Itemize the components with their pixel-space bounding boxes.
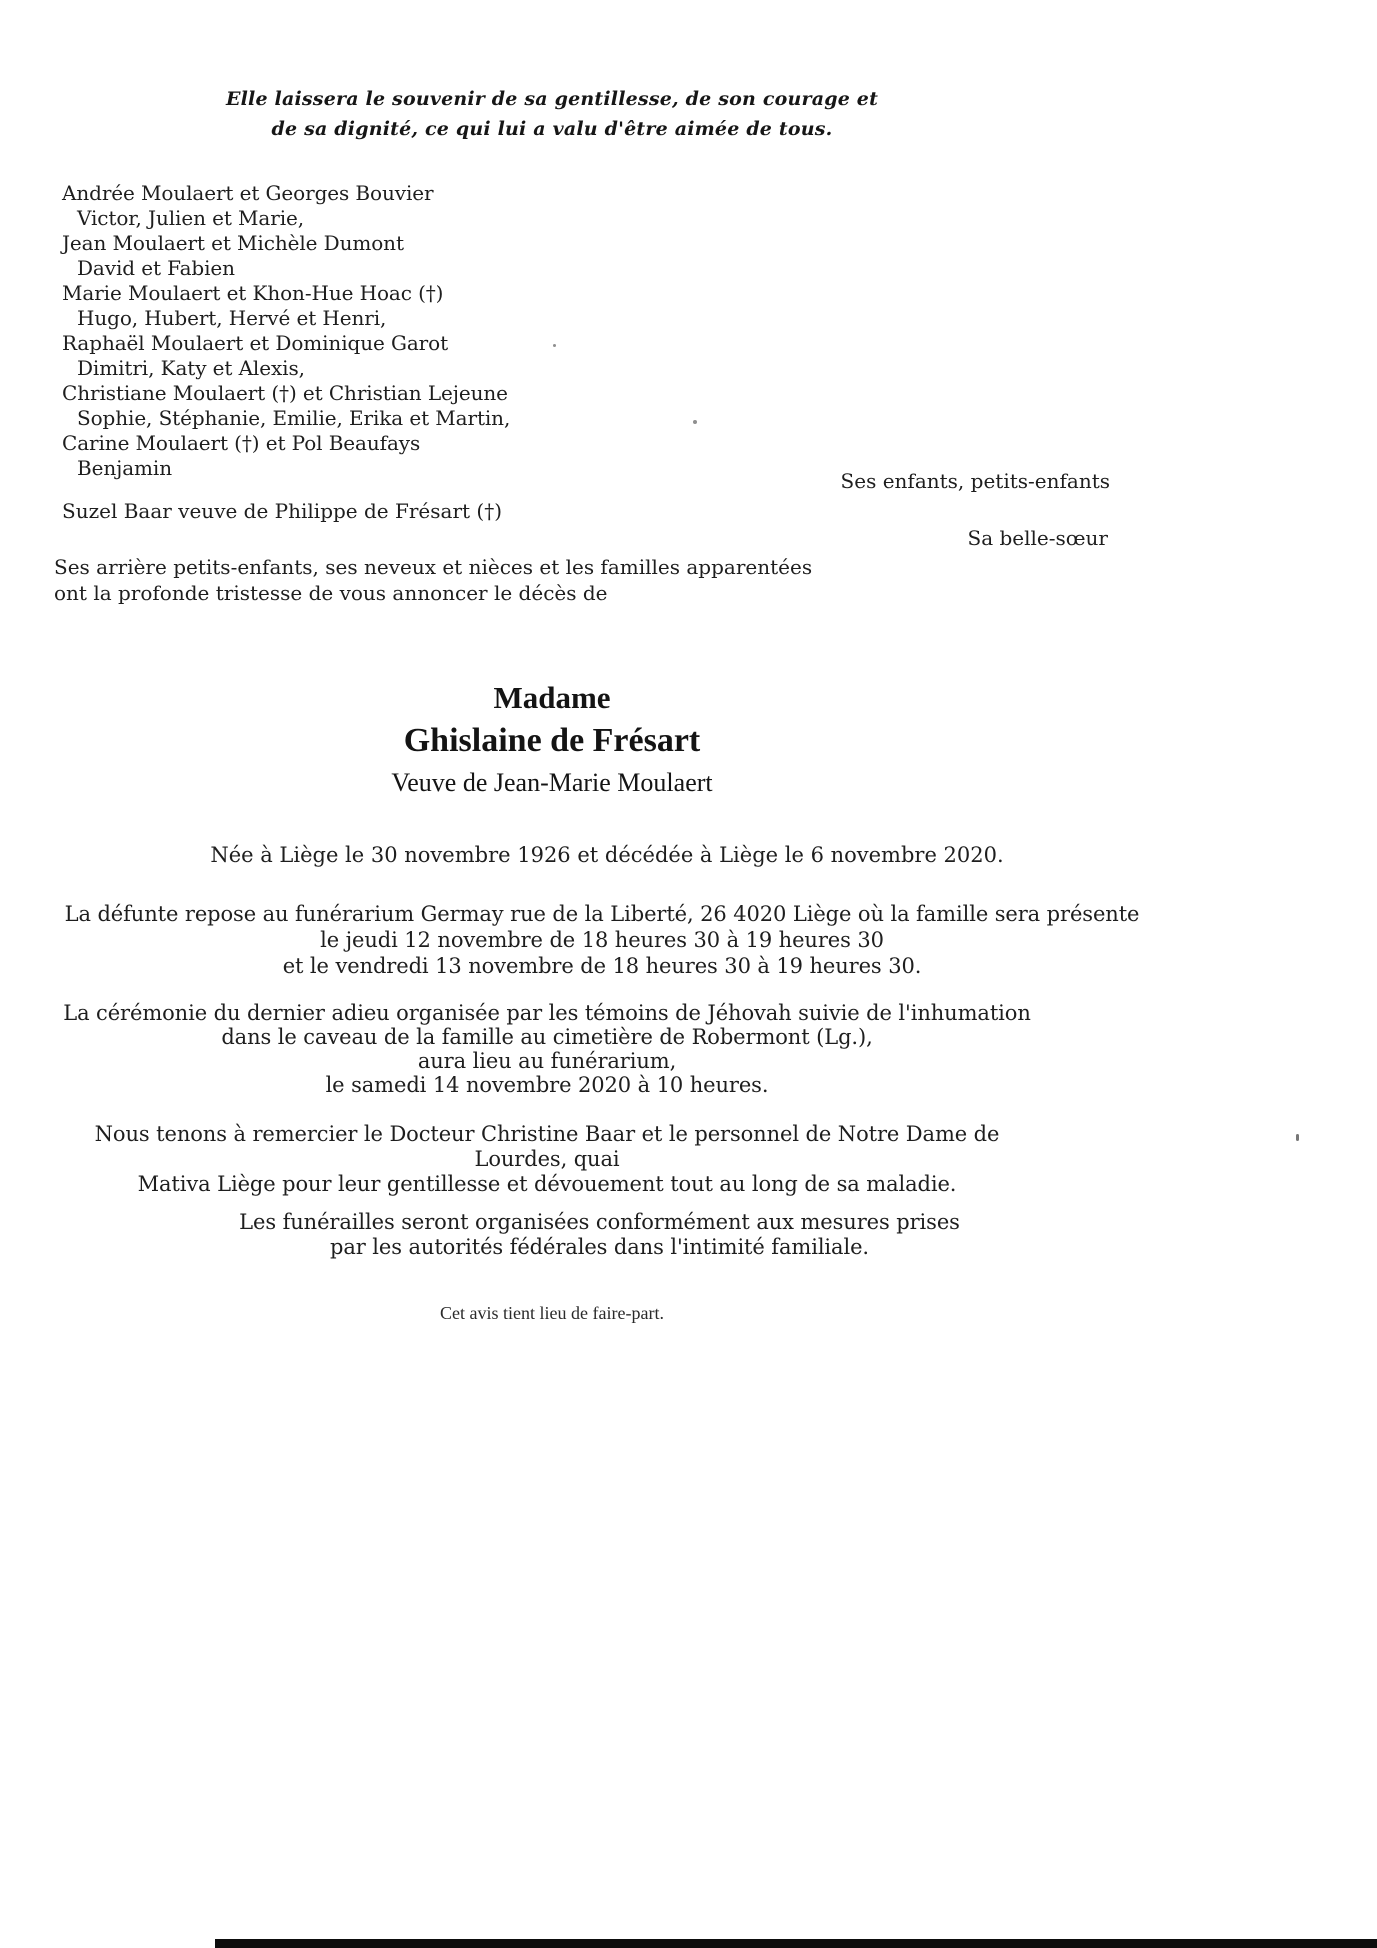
- epigraph-line: Elle laissera le souvenir de sa gentillesse, de son courage et: [225, 88, 879, 110]
- relation-children-label: Ses enfants, petits-enfants: [840, 469, 1110, 493]
- family-line: Christiane Moulaert (†) et Christian Lejeune: [62, 381, 508, 405]
- repose-paragraph: [42, 901, 1162, 979]
- announcement-line: ont la profonde tristesse de vous annoncer le décès de: [54, 581, 608, 605]
- repose-line: et le vendredi 13 novembre de 18 heures 30 à 19 heures 30.: [282, 954, 922, 978]
- measures-line: Les funérailles seront organisées conformément aux mesures prises: [239, 1210, 960, 1234]
- deceased-name: Ghislaine de Frésart: [403, 722, 701, 759]
- ceremony-line: aura lieu au funérarium,: [417, 1049, 677, 1073]
- announcement: [54, 554, 812, 606]
- scan-speck: [553, 344, 556, 347]
- birth-death-line: Née à Liège le 30 novembre 1926 et décédée à Liège le 6 novembre 2020.: [210, 843, 1004, 867]
- family-line: Jean Moulaert et Michèle Dumont: [62, 231, 404, 255]
- announcement-line: Ses arrière petits-enfants, ses neveux et nièces et les familles apparentées: [54, 555, 813, 579]
- family-list: [62, 181, 510, 481]
- thanks-paragraph: [62, 1122, 1032, 1197]
- ceremony-paragraph: [62, 1001, 1032, 1097]
- family-line: Marie Moulaert et Khon-Hue Hoac (†): [62, 281, 444, 305]
- epigraph-line: de sa dignité, ce qui lui a valu d'être aimée de tous.: [271, 118, 833, 140]
- measures-paragraph: [62, 1210, 1137, 1260]
- family-line: Carine Moulaert (†) et Pol Beaufays: [62, 431, 421, 455]
- ceremony-line: dans le caveau de la famille au cimetière de Robermont (Lg.),: [221, 1025, 873, 1049]
- deceased-subtitle: Veuve de Jean-Marie Moulaert: [391, 768, 713, 797]
- deceased-headline: [62, 680, 1042, 798]
- family-line: Victor, Julien et Marie,: [77, 206, 304, 230]
- family-line: Andrée Moulaert et Georges Bouvier: [62, 181, 434, 205]
- scan-speck: [693, 420, 697, 424]
- family-line: Dimitri, Katy et Alexis,: [77, 356, 305, 380]
- measures-line: par les autorités fédérales dans l'intimité familiale.: [330, 1235, 869, 1259]
- family-line: Sophie, Stéphanie, Emilie, Erika et Martin,: [77, 406, 511, 430]
- deceased-title: Madame: [493, 680, 611, 715]
- relation-sister-label: Sa belle-sœur: [967, 526, 1108, 550]
- scan-edge-bar: [215, 1939, 1377, 1948]
- ceremony-line: le samedi 14 novembre 2020 à 10 heures.: [325, 1073, 769, 1097]
- family-line: Hugo, Hubert, Hervé et Henri,: [77, 306, 387, 330]
- family-line: Raphaël Moulaert et Dominique Garot: [62, 331, 449, 355]
- ceremony-line: La cérémonie du dernier adieu organisée par les témoins de Jéhovah suivie de l'inhumation: [63, 1001, 1031, 1025]
- epigraph: [62, 84, 1042, 144]
- legal-notice-line: Cet avis tient lieu de faire-part.: [440, 1303, 664, 1323]
- thanks-line: Nous tenons à remercier le Docteur Christine Baar et le personnel de Notre Dame de Lourdes, quai: [94, 1122, 1000, 1171]
- family-line: Benjamin: [77, 456, 172, 480]
- scan-speck: [1296, 1134, 1299, 1141]
- thanks-line: Mativa Liège pour leur gentillesse et dévouement tout au long de sa maladie.: [137, 1172, 957, 1196]
- sister-in-law-line: Suzel Baar veuve de Philippe de Frésart (†): [62, 499, 503, 523]
- repose-line: La défunte repose au funérarium Germay rue de la Liberté, 26 4020 Liège où la famille sera présente: [64, 902, 1140, 926]
- family-line: David et Fabien: [77, 256, 235, 280]
- repose-line: le jeudi 12 novembre de 18 heures 30 à 19 heures 30: [320, 928, 884, 952]
